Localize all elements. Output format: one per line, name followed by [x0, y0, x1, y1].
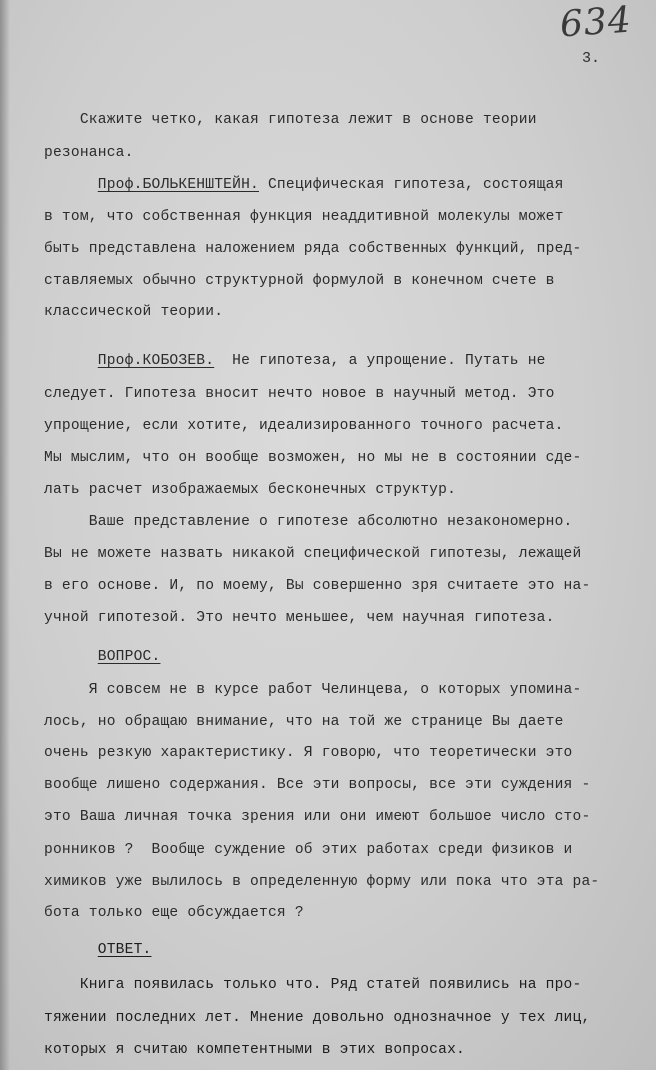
text-line: которых я считаю компетентными в этих вопросах. [44, 1042, 466, 1058]
section-heading-line [44, 940, 634, 960]
text-line: резонанса. [44, 145, 134, 161]
text-line: классической теории. [44, 304, 224, 320]
text-line: химиков уже вылилось в определенную форму или пока что эта ра- [44, 874, 600, 890]
page-number: 3. [581, 50, 600, 67]
speaker-name: Проф.БОЛЬКЕНШТЕЙН. [97, 177, 259, 193]
text-line: в том, что собственная функция неаддитивной молекулы может [44, 209, 564, 225]
text-fragment: Специфическая гипотеза, состоящая [259, 177, 564, 193]
text-line: Я совсем не в курсе работ Челинцева, о которых упомина- [44, 682, 582, 698]
text-line: очень резкую характеристику. Я говорю, что теоретически это [44, 745, 573, 761]
section-heading-line [44, 647, 634, 667]
text-line: бота только еще обсуждается ? [44, 905, 304, 921]
text-line: следует. Гипотеза вносит нечто новое в научный метод. Это [44, 386, 555, 402]
speaker-line [44, 351, 634, 371]
text-line: Скажите четко, какая гипотеза лежит в основе теории [44, 112, 537, 128]
text-line: Ваше представление о гипотезе абсолютно незакономерно. [44, 514, 573, 530]
text-line: учной гипотезой. Это нечто меньшее, чем научная гипотеза. [44, 610, 555, 626]
page-edge-shadow [0, 0, 10, 1070]
text-line: тяжении последних лет. Мнение довольно однозначное у тех лиц, [44, 1010, 591, 1026]
text-line: Вы не можете назвать никакой специфической гипотезы, лежащей [44, 546, 582, 562]
text-line: это Ваша личная точка зрения или они имеют большое число сто- [44, 809, 591, 825]
text-line: вообще лишено содержания. Все эти вопросы, все эти суждения - [44, 777, 591, 793]
speaker-name: Проф.КОБОЗЕВ. [97, 353, 215, 369]
text-line: упрощение, если хотите, идеализированного точного расчета. [44, 418, 564, 434]
archive-number: 634 [558, 0, 634, 46]
question-heading: ВОПРОС. [97, 649, 161, 665]
text-line: в его основе. И, по моему, Вы совершенно зря считаете это на- [44, 578, 591, 594]
text-line: лось, но обращаю внимание, что на той же странице Вы даете [44, 714, 564, 730]
text-fragment: Не гипотеза, а упрощение. Путать не [214, 353, 546, 369]
text-line: Мы мыслим, что он вообще возможен, но мы не в состоянии сде- [44, 450, 582, 466]
text-line: ставляемых обычно структурной формулой в конечном счете в [44, 273, 555, 289]
text-line: быть представлена наложением ряда собственных функций, пред- [44, 241, 582, 257]
text-line: Книга появилась только что. Ряд статей появились на про- [44, 977, 582, 993]
answer-heading: ОТВЕТ. [97, 942, 152, 958]
text-line: ронников ? Вообще суждение об этих работах среди физиков и [44, 842, 573, 858]
text-line: лать расчет изображаемых бесконечных структур. [44, 482, 457, 498]
speaker-line [44, 175, 634, 195]
